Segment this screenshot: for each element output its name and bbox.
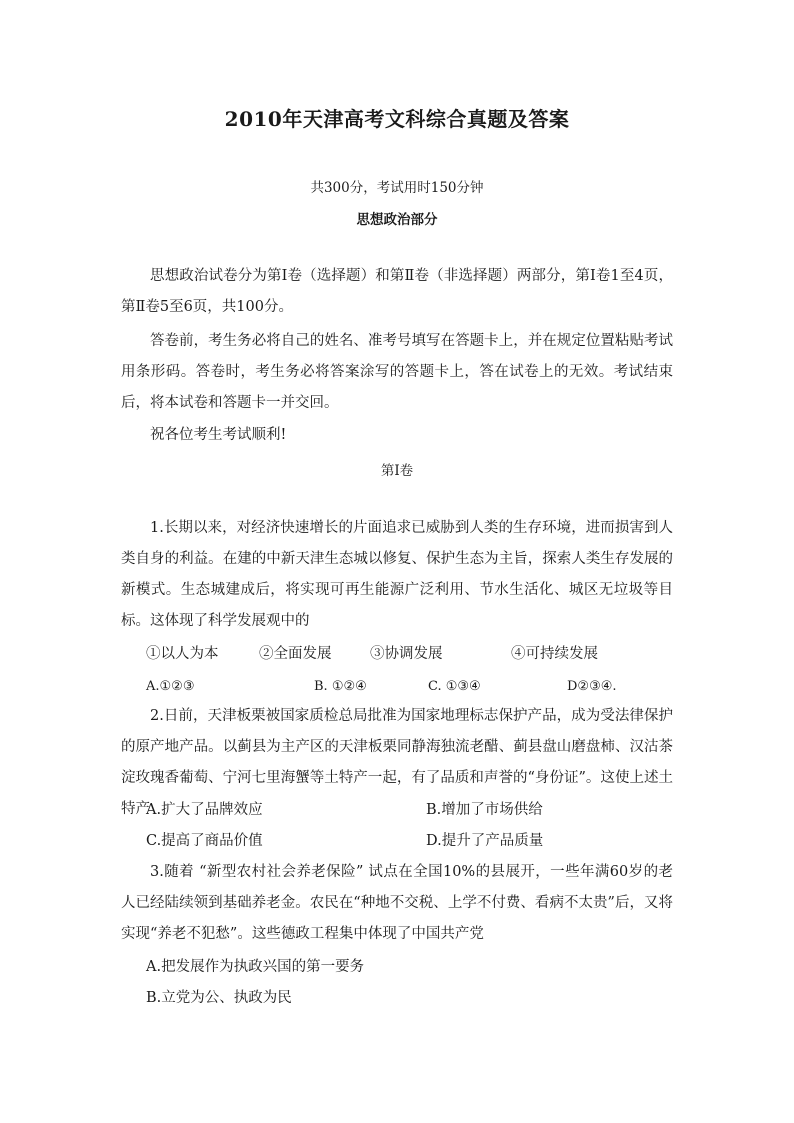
q1-item-2: ②全面发展 (259, 646, 332, 662)
q1-item-3: ③协调发展 (370, 646, 443, 662)
intro-paragraph-2: 答卷前，考生务必将自己的姓名、准考号填写在答题卡上，并在规定位置粘贴考试用条形码。答卷时，考生务必将答案涂写的答题卡上，答在试卷上的无效。考试结束后，将本试卷和答题卡一并交回。 (121, 333, 673, 411)
question-2-stem: 2.日前，天津板栗被国家质检总局批准为国家地理标志保护产品，成为受法律保护的原产地产品。以蓟县为主产区的天津板栗同静海独流老醋、蓟县盘山磨盘柿、汉沽茶淀玫瑰香葡萄、宁河七里海蟹等土特产一起，有了品质和声誉的“身份证”。这使上述土特产 (121, 708, 673, 817)
q2-option-c: C.提高了商品价值 (146, 833, 263, 849)
question-1-stem: 1.长期以来，对经济快速增长的片面追求已威胁到人类的生存环境，进而损害到人类自身的利益。在建的中新天津生态城以修复、保护生态为主旨，探索人类生存发展的新模式。生态城建成后，将实现可再生能源广泛利用、节水生活化、城区无垃圾等目标。这体现了科学发展观中的 (121, 520, 673, 629)
q3-option-b: B.立党为公、执政为民 (146, 990, 292, 1006)
part-heading: 第Ⅰ卷 (380, 463, 414, 479)
q1-option-c: C. ①③④ (428, 679, 481, 694)
q3-option-a: A.把发展作为执政兴国的第一要务 (146, 959, 365, 975)
q2-option-a: A.扩大了品牌效应 (146, 802, 263, 818)
intro-paragraph-3: 祝各位考生考试顺利! (150, 427, 287, 443)
intro-paragraph-1: 思想政治试卷分为第Ⅰ卷（选择题）和第Ⅱ卷（非选择题）两部分，第Ⅰ卷1至4页，第Ⅱ卷5至6页，共100分。 (121, 268, 673, 315)
q2-option-d: D.提升了产品质量 (426, 833, 544, 849)
score-time-note: 共300分，考试用时150分钟 (310, 180, 484, 196)
q1-item-4: ④可持续发展 (511, 646, 598, 662)
page-title: 2010年天津高考文科综合真题及答案 (224, 107, 570, 131)
q1-option-a: A.①②③ (146, 679, 195, 694)
q1-item-1: ①以人为本 (146, 646, 219, 662)
q2-option-b: B.增加了市场供给 (426, 802, 543, 818)
q1-option-b: B. ①②④ (314, 679, 367, 694)
section-heading: 思想政治部分 (356, 212, 438, 228)
q1-option-d: D②③④. (567, 679, 617, 694)
question-3-stem: 3.随着 “新型农村社会养老保险” 试点在全国10%的县展开，一些年满60岁的老人已经陆续领到基础养老金。农民在“种地不交税、上学不付费、看病不太贵”后，又将实现“养老不犯愁”。这些德政工程集中体现了中国共产党 (121, 864, 673, 942)
